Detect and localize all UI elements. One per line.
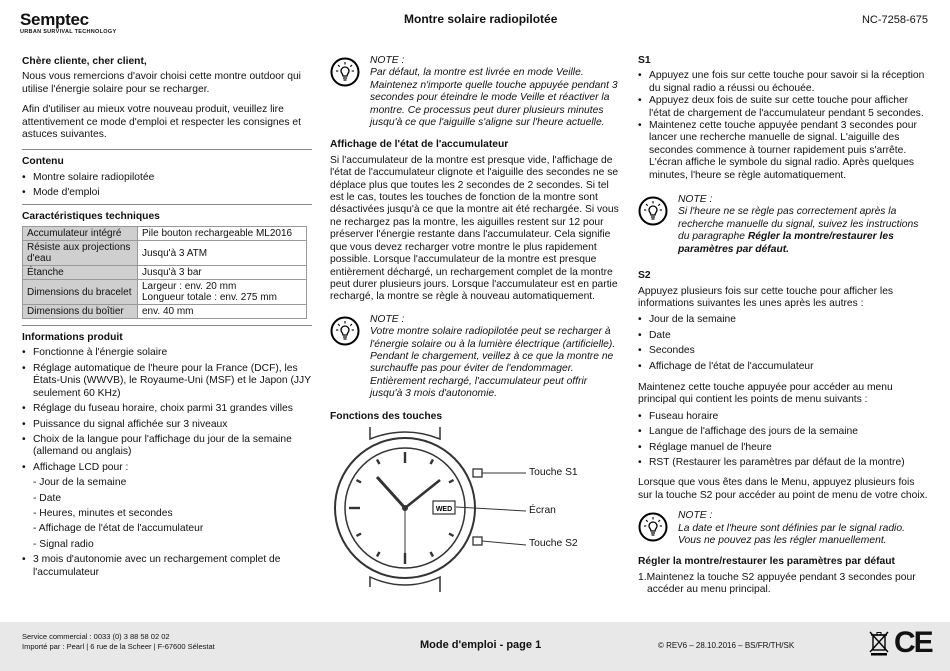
info-list	[22, 347, 312, 474]
section-title-contenu: Contenu	[22, 156, 64, 168]
list-item: • Date	[638, 330, 928, 342]
list-item: • Affichage de l'état de l'accumulateur	[638, 361, 928, 373]
callout-button-s2: Touche S2	[529, 537, 578, 549]
day-window-text: WED	[435, 505, 453, 513]
lightbulb-icon	[330, 57, 360, 87]
lcd-sublist	[22, 477, 312, 551]
table-row	[23, 227, 307, 241]
divider	[22, 204, 312, 205]
note-text-part: Si l'heure ne se règle pas correctement après la recherche manuelle du signal, suivez les instructions du paragraphe	[678, 206, 919, 243]
menu-paragraph: Lorsque que vous êtes dans le Menu, appuyez plusieurs fois sur la touche S2 pour accéder au point de menu de votre choix.	[638, 477, 928, 501]
note-box	[330, 55, 620, 129]
revision: © REV6 – 28.10.2016 – BS/FR/TH/SK	[658, 641, 795, 650]
logo-text: Semptec	[20, 10, 89, 29]
watch-diagram	[330, 427, 620, 587]
menu-intro: Maintenez cette touche appuyée pour accéder au menu principal qui contient les points de menu suivants :	[638, 381, 893, 406]
section-title-s2: S2	[638, 270, 651, 282]
specs-table	[22, 226, 307, 319]
lightbulb-icon	[330, 316, 360, 346]
list-item: - Jour de la semaine	[33, 477, 127, 489]
note-label: NOTE :	[370, 313, 405, 325]
list-item: • Appuyez une fois sur cette touche pour savoir si la réception du signal radio a réussi ou échouée.	[638, 70, 928, 95]
column-right	[638, 55, 928, 596]
list-item: • Jour de la semaine	[638, 314, 928, 326]
logo-tagline: URBAN SURVIVAL TECHNOLOGY	[20, 29, 117, 35]
menu-list	[638, 411, 928, 470]
spec-key: Résiste aux projections d'eau	[23, 241, 138, 266]
callout-button-s1: Touche S1	[529, 466, 578, 478]
note-text: La date et l'heure sont définies par le signal radio. Vous ne pouvez pas les régler manuellement.	[678, 522, 905, 546]
list-item: 1.Maintenez la touche S2 appuyée pendant 3 secondes pour accéder au menu principal.	[638, 571, 916, 595]
spec-key: Accumulateur intégré	[23, 227, 138, 241]
s1-list	[638, 70, 928, 182]
intro-paragraph: Nous vous remercions d'avoir choisi cette montre outdoor qui utilise l'énergie solaire pour se recharger.	[22, 71, 301, 95]
list-item: • Langue de l'affichage des jours de la semaine	[638, 426, 928, 438]
ce-mark: CE	[894, 626, 932, 659]
note-text	[678, 206, 928, 256]
section-title-s1: S1	[638, 55, 651, 66]
watch-illustration	[330, 427, 620, 592]
footer-contact	[22, 632, 215, 652]
list-item: • Réglage automatique de l'heure pour la France (DCF), les États-Unis (WWVB), le Royaume-Uni (MSF) et le Japon (JJY seulement 60 KHz)	[22, 363, 312, 400]
note-box	[638, 194, 928, 256]
section-title-info: Informations produit	[22, 332, 123, 344]
service-phone: Service commercial : 0033 (0) 3 88 58 02 02	[22, 632, 170, 641]
list-item: • Montre solaire radiopilotée	[22, 172, 312, 184]
note-label: NOTE :	[678, 510, 713, 522]
product-code: NC-7258-675	[861, 14, 928, 26]
note-box	[638, 510, 928, 548]
list-item: • Fuseau horaire	[638, 411, 928, 423]
note-label: NOTE :	[370, 55, 405, 66]
callout-screen: Écran	[529, 504, 556, 516]
importer-address: Importé par : Pearl | 6 rue de la Scheer | F-67600 Sélestat	[22, 642, 215, 651]
note-text: Par défaut, la montre est livrée en mode Veille. Maintenez n'importe quelle touche appuyée pendant 3 secondes pour éteindre le mode Veille et réactiver la montre. Ce processus peut durer plusieurs minutes jusqu'à ce que l'aiguille s'aligne sur l'heure actuelle.	[370, 67, 618, 129]
list-item: • Puissance du signal affichée sur 3 niveaux	[22, 419, 312, 431]
greeting: Chère cliente, cher client,	[22, 56, 147, 67]
accu-paragraph: Si l'accumulateur de la montre est presque vide, l'affichage de l'état de l'accumulateur clignote et l'aiguille des secondes ne se déplace plus que toutes les 2 secondes de 2 secondes. Si tel est le cas, toutes les touches de fonction de la montre sont désactivées jusqu'à ce que la montre ait été rechargée. Si vous ne rechargez pas la montre, les aiguilles restent sur 12 pour préserver l'énergie restante dans l'accumulateur. Cela signifie que vous devez recharger votre montre le plus rapidement possible. Lorsque l'accumulateur de la montre est presque entièrement déchargé, un rechargement complet de la montre peut durer plusieurs jours. Lorsque l'accumulateur est en partie rechargé, la montre se règle à nouveau automatiquement.	[330, 154, 619, 303]
spec-value: Jusqu'à 3 ATM	[138, 241, 307, 266]
spec-key: Étanche	[23, 266, 138, 280]
section-title-accu: Affichage de l'état de l'accumulateur	[330, 139, 509, 151]
info-list-end	[22, 554, 312, 579]
contenu-list	[22, 172, 312, 200]
spec-key: Dimensions du bracelet	[23, 280, 138, 305]
weee-bin-icon	[868, 630, 890, 656]
list-item: - Affichage de l'état de l'accumulateur	[33, 523, 204, 535]
section-title-specs: Caractéristiques techniques	[22, 210, 160, 222]
page-header	[0, 0, 950, 48]
note-text: Votre montre solaire radiopilotée peut se recharger à l'énergie solaire ou à la lumière électrique (artificielle). Pendant le chargement, veillez à ce que la montre ne surchauffe pas pour éviter de l'endommager. Entièrement rechargé, l'accumulateur peut offrir jusqu'à 3 mois d'autonomie.	[370, 326, 616, 400]
s2-list	[638, 314, 928, 373]
list-item: • 3 mois d'autonomie avec un rechargement complet de l'accumulateur	[22, 554, 312, 579]
page-title: Montre solaire radiopilotée	[404, 12, 558, 26]
list-item: - Signal radio	[33, 538, 94, 550]
list-item: • Affichage LCD pour :	[22, 462, 312, 474]
note-crossref: Régler la montre/restaurer les paramètres par défaut.	[678, 231, 894, 255]
list-item: - Date	[33, 492, 62, 504]
lightbulb-icon	[638, 196, 668, 226]
list-item: • Réglage manuel de l'heure	[638, 442, 928, 454]
spec-value: Pile bouton rechargeable ML2016	[138, 227, 307, 241]
table-row	[23, 280, 307, 305]
list-item: • Fonctionne à l'énergie solaire	[22, 347, 312, 359]
list-item: • Maintenez cette touche appuyée pendant 3 secondes pour lancer une recherche manuelle de signal. L'aiguille des secondes commence à tourner rapidement puis s'arrête. L'écran affiche le symbole du signal radio. Après quelques minutes, l'heure se règle automatiquement.	[638, 120, 928, 182]
page-footer	[0, 622, 950, 671]
list-item: • Mode d'emploi	[22, 187, 312, 199]
list-item: • Choix de la langue pour l'affichage du jour de la semaine (allemand ou anglais)	[22, 434, 312, 459]
lightbulb-icon	[638, 512, 668, 542]
spec-value: Jusqu'à 3 bar	[138, 266, 307, 280]
spec-value: Largeur : env. 20 mm Longueur totale : env. 275 mm	[138, 280, 307, 305]
list-item: • Réglage du fuseau horaire, choix parmi 31 grandes villes	[22, 403, 312, 415]
divider	[22, 325, 312, 326]
list-item: • RST (Restaurer les paramètres par défaut de la montre)	[638, 457, 928, 469]
intro-paragraph: Afin d'utiliser au mieux votre nouveau produit, veuillez lire attentivement ce mode d'emploi et respecter les consignes et astuces suivantes.	[22, 104, 301, 141]
column-middle	[330, 55, 620, 587]
divider	[22, 149, 312, 150]
brand-logo	[20, 10, 116, 35]
section-title-reset: Régler la montre/restaurer les paramètres par défaut	[638, 556, 895, 568]
table-row	[23, 305, 307, 319]
reset-steps	[638, 572, 928, 597]
table-row	[23, 241, 307, 266]
table-row	[23, 266, 307, 280]
note-label: NOTE :	[678, 194, 713, 206]
list-item: - Heures, minutes et secondes	[33, 507, 173, 519]
column-left	[22, 56, 312, 582]
spec-value: env. 40 mm	[138, 305, 307, 319]
spec-key: Dimensions du boîtier	[23, 305, 138, 319]
list-item: • Appuyez deux fois de suite sur cette touche pour afficher l'état de chargement de l'accumulateur pendant 5 secondes.	[638, 95, 928, 120]
note-box	[330, 314, 620, 401]
page-label: Mode d'emploi - page 1	[420, 639, 542, 651]
section-title-fonctions: Fonctions des touches	[330, 410, 443, 422]
s2-intro: Appuyez plusieurs fois sur cette touche pour afficher les informations suivantes les unes après les autres :	[638, 285, 894, 309]
list-item: • Secondes	[638, 345, 928, 357]
